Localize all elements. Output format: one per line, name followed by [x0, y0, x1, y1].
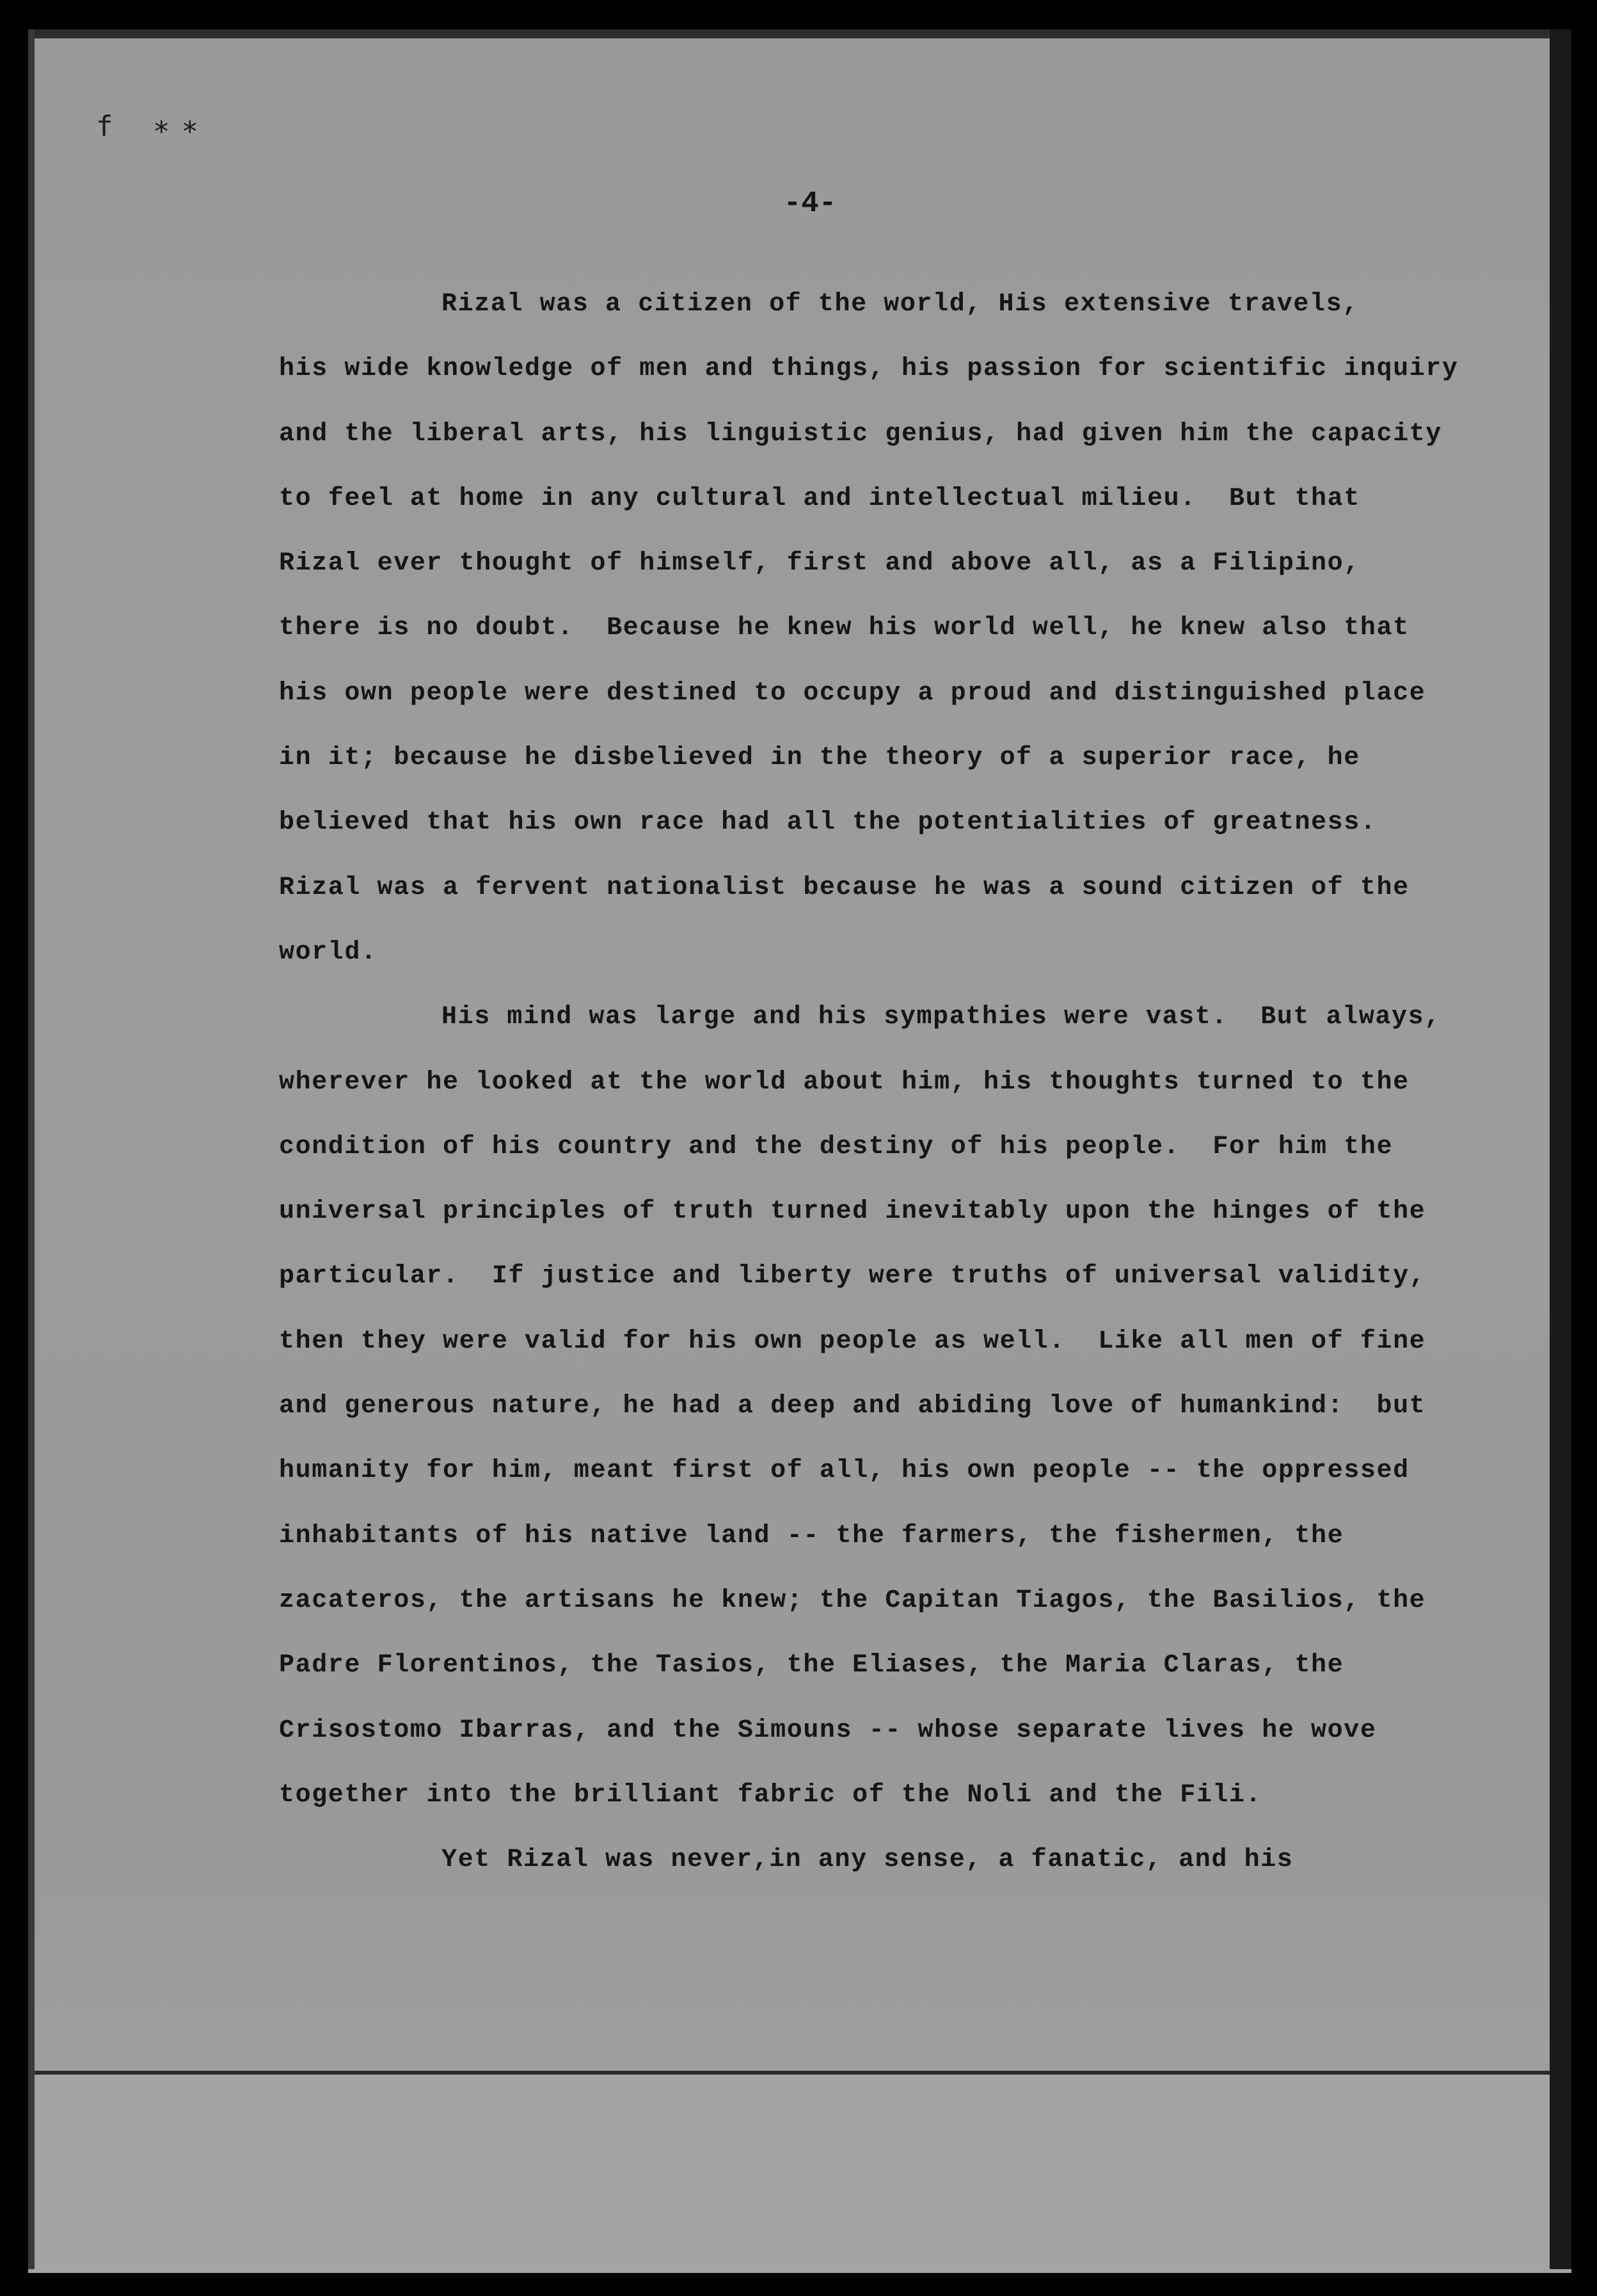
page-number: -4-: [783, 187, 837, 220]
text-line: his wide knowledge of men and things, his passion for scientific inquiry: [279, 355, 1459, 384]
text-line: his own people were destined to occupy a proud and distinguished place: [279, 678, 1426, 708]
text-line: to feel at home in any cultural and intellectual milieu. But that: [279, 484, 1360, 513]
typed-body-text: [279, 285, 1469, 1906]
text-line: world.: [279, 937, 377, 967]
text-line: then they were valid for his own people as well. Like all men of fine: [279, 1327, 1426, 1356]
text-line: Rizal ever thought of himself, first and above all, as a Filipino,: [279, 549, 1360, 578]
margin-mark: f ∗∗: [96, 110, 210, 143]
text-line: Rizal was a citizen of the world, His extensive travels,: [441, 290, 1359, 319]
text-line: and the liberal arts, his linguistic genius, had given him the capacity: [279, 419, 1442, 449]
text-line: there is no doubt. Because he knew his world well, he knew also that: [279, 614, 1410, 643]
text-line: Yet Rizal was never,in any sense, a fanatic, and his: [441, 1846, 1294, 1875]
text-line: inhabitants of his native land -- the farmers, the fishermen, the: [279, 1521, 1344, 1551]
text-line: Crisostomo Ibarras, and the Simouns -- whose separate lives he wove: [279, 1716, 1377, 1745]
text-line: and generous nature, he had a deep and abiding love of humankind: but: [279, 1392, 1426, 1421]
text-line: His mind was large and his sympathies were vast. But always,: [441, 1003, 1441, 1032]
text-line: Rizal was a fervent nationalist because he was a sound citizen of the: [279, 873, 1410, 902]
text-line: believed that his own race had all the potentialities of greatness.: [279, 808, 1377, 838]
sheet-top-edge: [28, 29, 1571, 38]
text-line: Padre Florentinos, the Tasios, the Eliases, the Maria Claras, the: [279, 1651, 1344, 1680]
text-line: zacateros, the artisans he knew; the Capitan Tiagos, the Basilios, the: [279, 1586, 1426, 1615]
text-line: universal principles of truth turned inevitably upon the hinges of the: [279, 1197, 1426, 1227]
sheet-right-edge: [1550, 29, 1571, 2269]
paper-lower-strip: [28, 2071, 1571, 2273]
text-line: wherever he looked at the world about him, his thoughts turned to the: [279, 1067, 1410, 1097]
text-line: together into the brilliant fabric of the Noli and the Fili.: [279, 1780, 1262, 1810]
text-line: in it; because he disbelieved in the theory of a superior race, he: [279, 744, 1360, 773]
text-line: humanity for him, meant first of all, his own people -- the oppressed: [279, 1456, 1410, 1486]
text-line: condition of his country and the destiny of his people. For him the: [279, 1132, 1394, 1161]
text-line: particular. If justice and liberty were truths of universal validity,: [279, 1262, 1426, 1291]
sheet-left-edge: [28, 29, 35, 2269]
